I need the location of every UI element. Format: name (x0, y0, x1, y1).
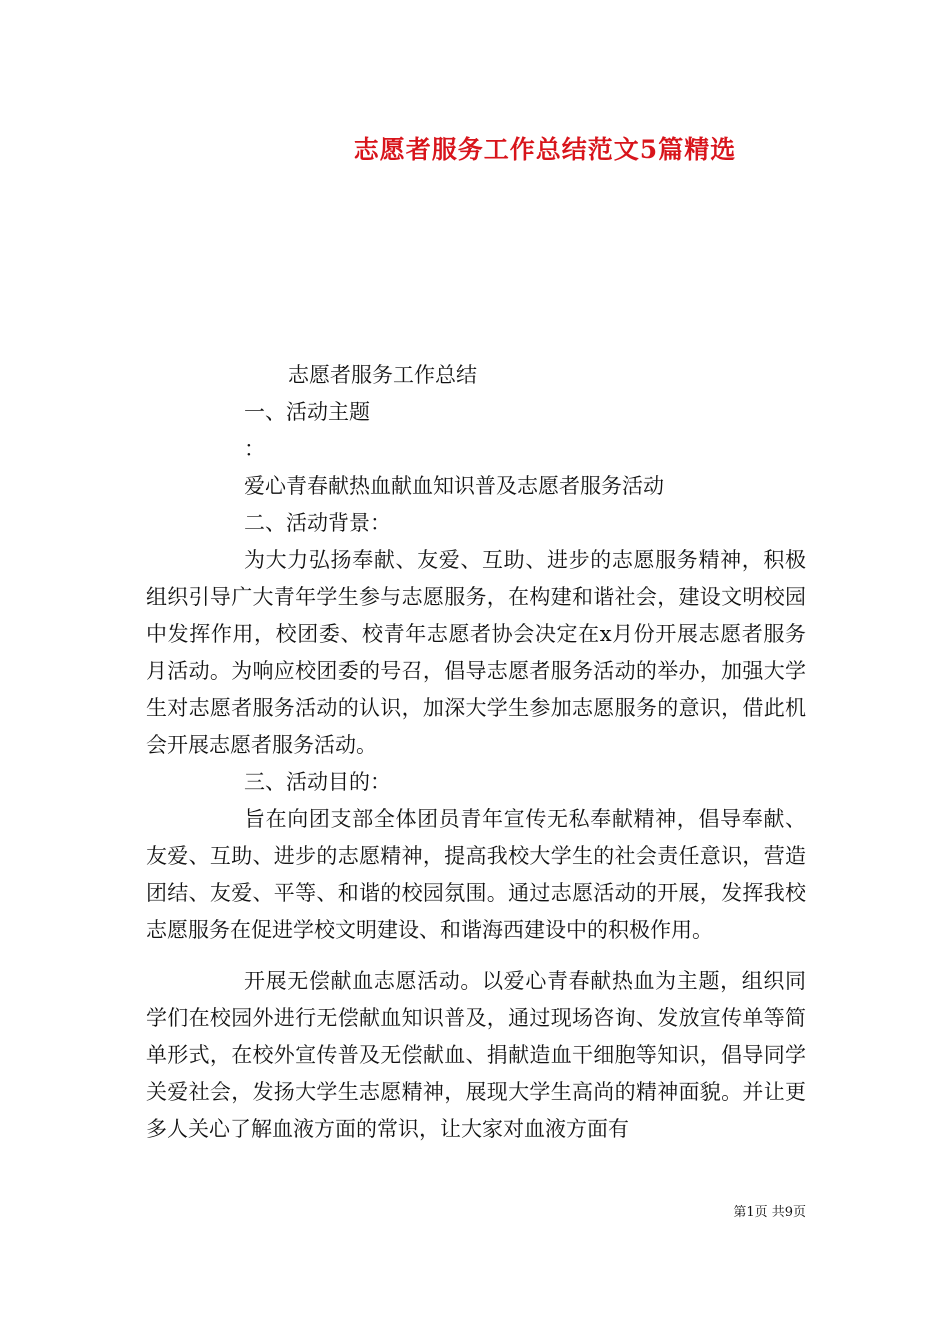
section-heading-purpose: 三、活动目的： (244, 770, 391, 794)
section-theme-text: 爱心青春献热血献血知识普及志愿者服务活动 (244, 474, 664, 498)
page-number-footer: 第1页 共9页 (733, 1205, 806, 1220)
paragraph-purpose: 旨在向团支部全体团员青年宣传无私奉献精神，倡导奉献、友爱、互助、进步的志愿精神，提高我校大学生的社会责任意识，营造团结、友爱、平等、和谐的校园氛围。通过志愿活动的开展，发挥我校志愿服务在促进学校文明建设、和谐海西建设中的积极作用。 (146, 807, 806, 942)
document-body (146, 357, 806, 1148)
section-theme-colon: ： (244, 437, 265, 461)
document-title: 志愿者服务工作总结范文5篇精选 (353, 135, 737, 164)
paragraph-background: 为大力弘扬奉献、友爱、互助、进步的志愿服务精神，积极组织引导广大青年学生参与志愿服务，在构建和谐社会，建设文明校园中发挥作用，校团委、校青年志愿者协会决定在x月份开展志愿者服务月活动。为响应校团委的号召，倡导志愿者服务活动的举办，加强大学生对志愿者服务活动的认识，加深大学生参加志愿服务的意识，借此机会开展志愿者服务活动。 (146, 548, 806, 757)
section-heading-background: 二、活动背景： (244, 511, 391, 535)
document-subtitle: 志愿者服务工作总结 (288, 363, 477, 387)
paragraph-activity: 开展无偿献血志愿活动。以爱心青春献热血为主题，组织同学们在校园外进行无偿献血知识普及，通过现场咨询、发放宣传单等简单形式，在校外宣传普及无偿献血、捐献造血干细胞等知识，倡导同学关爱社会，发扬大学生志愿精神，展现大学生高尚的精神面貌。并让更多人关心了解血液方面的常识，让大家对血液方面有 (146, 969, 806, 1141)
section-heading-theme: 一、活动主题 (244, 400, 370, 424)
